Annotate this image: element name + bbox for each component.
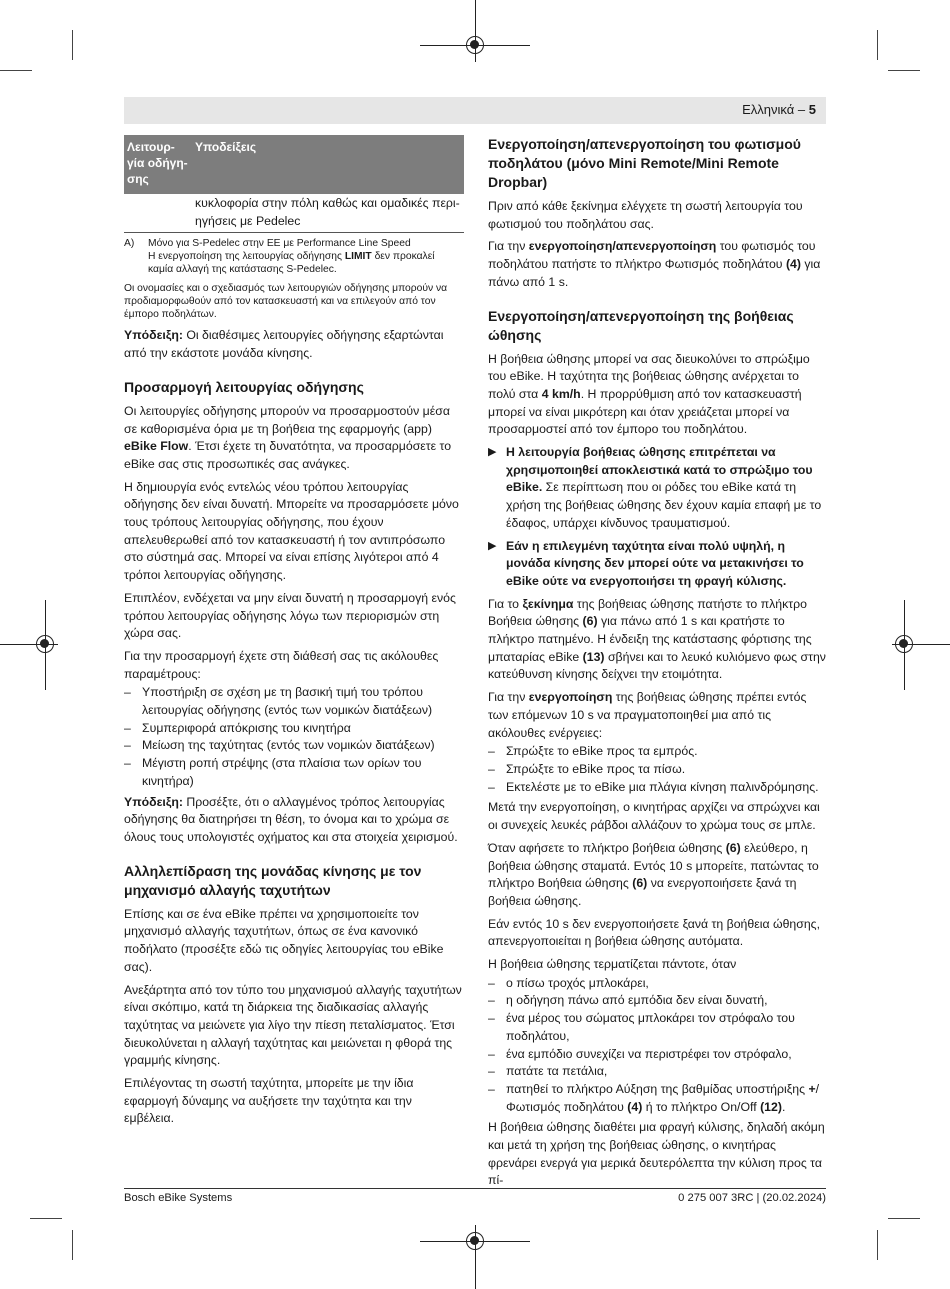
table-header-notes: Υποδείξεις [192,135,464,194]
text-run: Πριν από κάθε ξεκίνημα ελέγχετε τη σωστή λειτουργία του φωτισμού του ποδηλάτου σας. [488,199,803,231]
crop-mark-br-h [888,1218,920,1219]
paragraph [488,351,826,440]
bold-text: eBike Flow [124,439,189,454]
paragraph [488,689,826,742]
warning-arrow-icon: ▶ [488,446,497,459]
paragraph [488,916,826,951]
footnote-line3: καμία αλλαγή της κατάστασης S-Pedelec. [148,264,337,276]
header-text [742,102,816,117]
text-run: ή το πλήκτρο On/Off [642,1099,761,1114]
list-item: – Μέγιστη ροπή στρέψης (στα πλαίσια των ορίων του κινητήρα) [124,755,464,790]
paragraph [488,238,826,291]
list-item: – Σπρώξτε το eBike προς τα εμπρός. [488,743,826,761]
text-run: . [781,1099,786,1114]
text-run: Επιλέγοντας τη σωστή ταχύτητα, μπορείτε με την ίδια εφαρμογή δύναμης να αυξήσετε την ταχύτητα και την εμβέλεια. [124,1076,414,1126]
list-item: – Συμπεριφορά απόκρισης του κινητήρα [124,720,464,738]
crop-mark-tl-h [0,70,32,71]
bold-text: ενεργοποίηση/απενεργοποίηση [528,239,717,254]
header-language: Ελληνικά [742,102,795,117]
table-header-row [124,135,464,194]
text-run: Για την [488,239,529,254]
crop-mark-tr-h [888,70,920,71]
paragraph [124,403,464,474]
text-run: Οι λειτουργίες οδήγησης μπορούν να προσαρμοστούν μέσα σε καθορισμένα όρια με τη βοήθεια της εφαρμογής (app) [124,403,450,436]
text-run: ένα μέρος του σώματος μπλοκάρει τον στρόφαλο του ποδηλάτου, [506,1011,795,1043]
text-run: Η ενεργοποίηση της λειτουργίας οδήγησης [148,251,345,263]
paragraph [124,590,464,643]
text-run: Επιπλέον, ενδέχεται να μην είναι δυνατή η προσαρμογή ενός τρόπου λειτουργίας οδήγησης λόγω των περιορισμών στη χώρα σας. [124,590,456,641]
footnote-line2 [148,250,435,263]
heading-gear-interaction: Αλληλεπίδραση της μονάδας κίνησης με τον μηχανισμό αλλαγής ταχυτήτων [124,862,422,898]
bold-text: ξεκίνημα [522,596,574,611]
list-item [488,992,826,1010]
table-cell-mode [124,194,192,233]
text-run: πατηθεί το πλήκτρο Αύξηση της βαθμίδας υποστήριξης [506,1081,809,1096]
text-run: Η βοήθεια ώθησης διαθέτει μια φραγή κύλισης, δηλαδή ακόμη και μετά τη χρήση της βοήθειας ώθησης, ο κινητήρας φρενάρει ενεργά για μερικά δευτερόλεπτα την κύλιση προς τα πί- [488,1120,825,1188]
crop-mark-bl-v [72,1230,73,1260]
text-run: ο πίσω τροχός μπλοκάρει, [506,975,649,990]
crop-mark-tl-v [72,30,73,60]
text-run: για πάνω από 1 s. [488,257,821,289]
crop-mark-br-v [877,1230,878,1260]
list-item: – Εκτελέστε με το eBike μια πλάγια κίνηση παλινδρόμησης. [488,779,826,797]
table-header-mode: Λειτουρ- γία οδήγη- σης [124,135,192,194]
paragraph [124,906,464,977]
text-run: της βοήθειας ώθησης πατήστε το πλήκτρο Βοήθεια ώθησης [488,596,807,629]
paragraph [488,198,826,233]
names-note: Οι ονομασίες και ο σχεδιασμός των λειτουργιών οδήγησης μπορούν να προδιαμορφωθούν από τον κατασκευαστή και να επιλεγούν από τον έμπορο ποδηλάτων. [124,283,448,321]
list-item: – Μείωση της ταχύτητας (εντός των νομικών διατάξεων) [124,737,464,755]
text-run: Επίσης και σε ένα eBike πρέπει να χρησιμοποιείτε τον μηχανισμό αλλαγής ταχυτήτων, όπως σε ένα κανονικό ποδήλατο (προσέξτε εδώ τις οδηγίες λειτουργίας του eBike σας). [124,906,444,974]
text-run: Σε περίπτωση που οι ρόδες του eBike κατά τη χρήση της βοήθειας ώθησης δεν έχουν καμία επαφή με το έδαφος, υπάρχει κίνδυνος τραυματισμού. [506,480,822,530]
text-run: Μετά την ενεργοποίηση, ο κινητήρας αρχίζει να σπρώχνει και οι συνεχείς λευκές ράβδοι αλλάζουν το χρώμα τους σε μπλε. [488,800,820,833]
bold-text: (6) [582,614,598,629]
bold-text: + [808,1081,816,1096]
table-row [124,194,464,233]
text-run: Για την προσαρμογή έχετε στη διάθεσή σας τις ακόλουθες παραμέτρους: [124,648,439,681]
paragraph [488,1119,826,1190]
bold-text: ενεργοποίηση [528,690,613,705]
bold-text: (6) [725,840,741,855]
warning-text [506,445,821,530]
left-column [124,135,464,1133]
list-item: – Υποστήριξη σε σχέση με τη βασική τιμή του τρόπου λειτουργίας οδήγησης (εντός των νομικών διατάξεων) [124,684,464,719]
text-run: σβήνει και το λευκό κυλιόμενο φως στην κατεύθυνση κίνησης δείχνει την ετοιμότητα. [488,649,826,682]
text-run: . Έτσι έχετε τη δυνατότητα, να προσαρμόσετε το eBike σας στις προσωπικές σας ανάγκες. [124,439,452,471]
text-run: Ανεξάρτητα από τον τύπο του μηχανισμού αλλαγής ταχυτήτων είναι σκόπιμο, κατά τη διάρκεια της διαδικασίας αλλαγής ταχύτητας να μειώνετε για λίγο την πίεση πεταλίσματος. Έτσι διευκολύνεται η αλλαγή ταχύτητας και μειώνεται η φθορά της γραμμής κίνησης. [124,982,462,1068]
note-available-modes [124,327,464,362]
text-run: Για την [488,690,529,705]
parameter-list [124,684,464,790]
heading-bike-lights: Ενεργοποίηση/απενεργοποίηση του φωτισμού ποδηλάτου (μόνο Mini Remote/Mini Remote Dropbar) [488,136,801,190]
bold-text: (13) [582,649,605,664]
paragraph [488,956,826,974]
text-run: Εάν εντός 10 s δεν ενεργοποιήσετε ξανά τη βοήθεια ώθησης, απενεργοποιείται η βοήθεια ώθησης αυτόματα. [488,916,821,949]
crop-mark-tr-v [877,30,878,60]
bold-text: Υπόδειξη: [124,794,183,809]
table-footnote [124,237,464,276]
text-run: Η βοήθεια ώθησης μπορεί να σας διευκολύνει το σπρώξιμο του eBike. Η ταχύτητα της βοήθειας ώθησης ανέρχεται το πολύ στα [488,351,810,401]
header-separator: – [794,102,809,117]
text-run: Όταν αφήσετε το πλήκτρο βοήθεια ώθησης [488,840,726,855]
text-run: ένα εμπόδιο συνεχίζει να περιστρέφει τον στρόφαλο, [506,1046,792,1061]
bold-text: (6) [632,876,648,891]
paragraph [124,479,464,585]
text-run: Για το [488,596,523,611]
list-item [488,975,826,993]
page-number: 5 [808,102,816,117]
text-run: πατάτε τα πετάλια, [506,1064,608,1079]
action-list [488,743,826,796]
bold-text: (12) [760,1099,782,1114]
footnote-key: A) [124,238,135,250]
termination-list [488,975,826,1117]
bold-text: (4) [627,1099,643,1114]
paragraph [124,1075,464,1128]
text-run: ελεύθερο, η βοήθεια ώθησης σταματά. Εντός 10 s μπορείτε, πατώντας το πλήκτρο Βοήθεια ώθησης [488,840,819,891]
footer-rule [124,1188,826,1189]
list-item: – Σπρώξτε το eBike προς τα πίσω. [488,761,826,779]
warning-text [506,539,804,588]
heading-push-assist: Ενεργοποίηση/απενεργοποίηση της βοήθειας ώθησης [488,307,794,343]
list-item [488,1046,826,1064]
list-item [488,1063,826,1081]
text-run: της βοήθειας ώθησης πρέπει εντός των επόμενων 10 s να πραγματοποιηθεί μια από τις ακόλουθες ενέργειες: [488,690,807,740]
text-run: δεν προκαλεί [371,251,435,263]
warning-arrow-icon: ▶ [488,539,497,552]
text-run: Η βοήθεια ώθησης τερματίζεται πάντοτε, όταν [488,957,737,972]
note-changed-mode [124,794,464,847]
text-run: / Φωτισμός ποδηλάτου [506,1081,820,1114]
bold-text: Εάν η επιλεγμένη ταχύτητα είναι πολύ υψηλή, η μονάδα κίνησης δεν μπορεί ούτε να μετακινήσει το eBike ούτε να ενεργοποιήσει τη φραγή κύλισης. [506,538,804,588]
text-run: η οδήγηση πάνω από εμπόδια δεν είναι δυνατή, [506,993,768,1008]
bold-text: LIMIT [344,251,372,263]
text-run: Προσέξτε, ότι ο αλλαγμένος τρόπος λειτουργίας οδήγησης θα διατηρήσει τη θέση, το όνομα και το χρώμα σε όλους τους υπολογιστές οχήματος και στα στοιχεία χειρισμού. [124,794,458,844]
text-run: να ενεργοποιήσετε ξανά τη βοήθεια ώθησης. [488,876,797,908]
footnote-line1: Μόνο για S-Pedelec στην ΕΕ με Performance Line Speed [148,238,411,250]
bold-text: Υπόδειξη: [124,328,183,343]
crop-mark-bl-h [30,1218,62,1219]
warning-gear-too-high [488,538,826,591]
right-column [488,135,826,1195]
text-run: του φωτισμός του ποδηλάτου πατήστε το πλήκτρο Φωτισμός ποδηλάτου [488,239,816,272]
heading-adapt-riding-mode: Προσαρμογή λειτουργίας οδήγησης [124,378,364,395]
text-run: . Η προρρύθμιση από τον κατασκευαστή μπορεί να είναι μικρότερη και όταν χρειάζεται μπορεί να προσαρμοστεί από τον έμπορο του ποδηλάτου. [488,386,802,437]
page-header [124,97,826,124]
paragraph [488,840,826,911]
text-run: για πάνω από 1 s και κρατήστε το πλήκτρο πατημένο. Η ένδειξη της κατάστασης φόρτισης της μπαταρίας eBike [488,614,812,664]
paragraph [124,982,464,1071]
text-run: Η δημιουργία ενός εντελώς νέου τρόπου λειτουργίας οδήγησης δεν είναι δυνατή. Μπορείτε να προσαρμόσετε μόνο τους τρόπους λειτουργίας οδήγησης, που έχουν απελευθερωθεί από τον κατασκευαστή ή τον αντιπρόσωπο στο σύστημά σας. Μπορεί να είναι επίσης λιγότεροι από 4 τρόποι λειτουργίας οδήγησης. [124,479,459,583]
table-cell-notes: κυκλοφορία στην πόλη καθώς και ομαδικές περι- ηγήσεις με Pedelec [192,194,464,233]
paragraph [488,596,826,685]
paragraph [488,799,826,834]
list-item [488,1081,826,1116]
bold-text: Η λειτουργία βοήθειας ώθησης επιτρέπεται να χρησιμοποιηθεί αποκλειστικά κατά το σπρώξιμο του eBike. [506,445,813,495]
bold-text: (4) [785,257,801,272]
paragraph [124,648,464,683]
warning-push-only [488,444,826,533]
riding-modes-table [124,135,464,233]
list-item [488,1010,826,1045]
footer-doc-number: 0 275 007 3RC | (20.02.2024) [678,1192,826,1204]
footer-publisher: Bosch eBike Systems [124,1192,233,1204]
text-run: Οι διαθέσιμες λειτουργίες οδήγησης εξαρτώνται από την εκάστοτε μονάδα κίνησης. [124,328,444,361]
bold-text: 4 km/h [541,386,581,401]
